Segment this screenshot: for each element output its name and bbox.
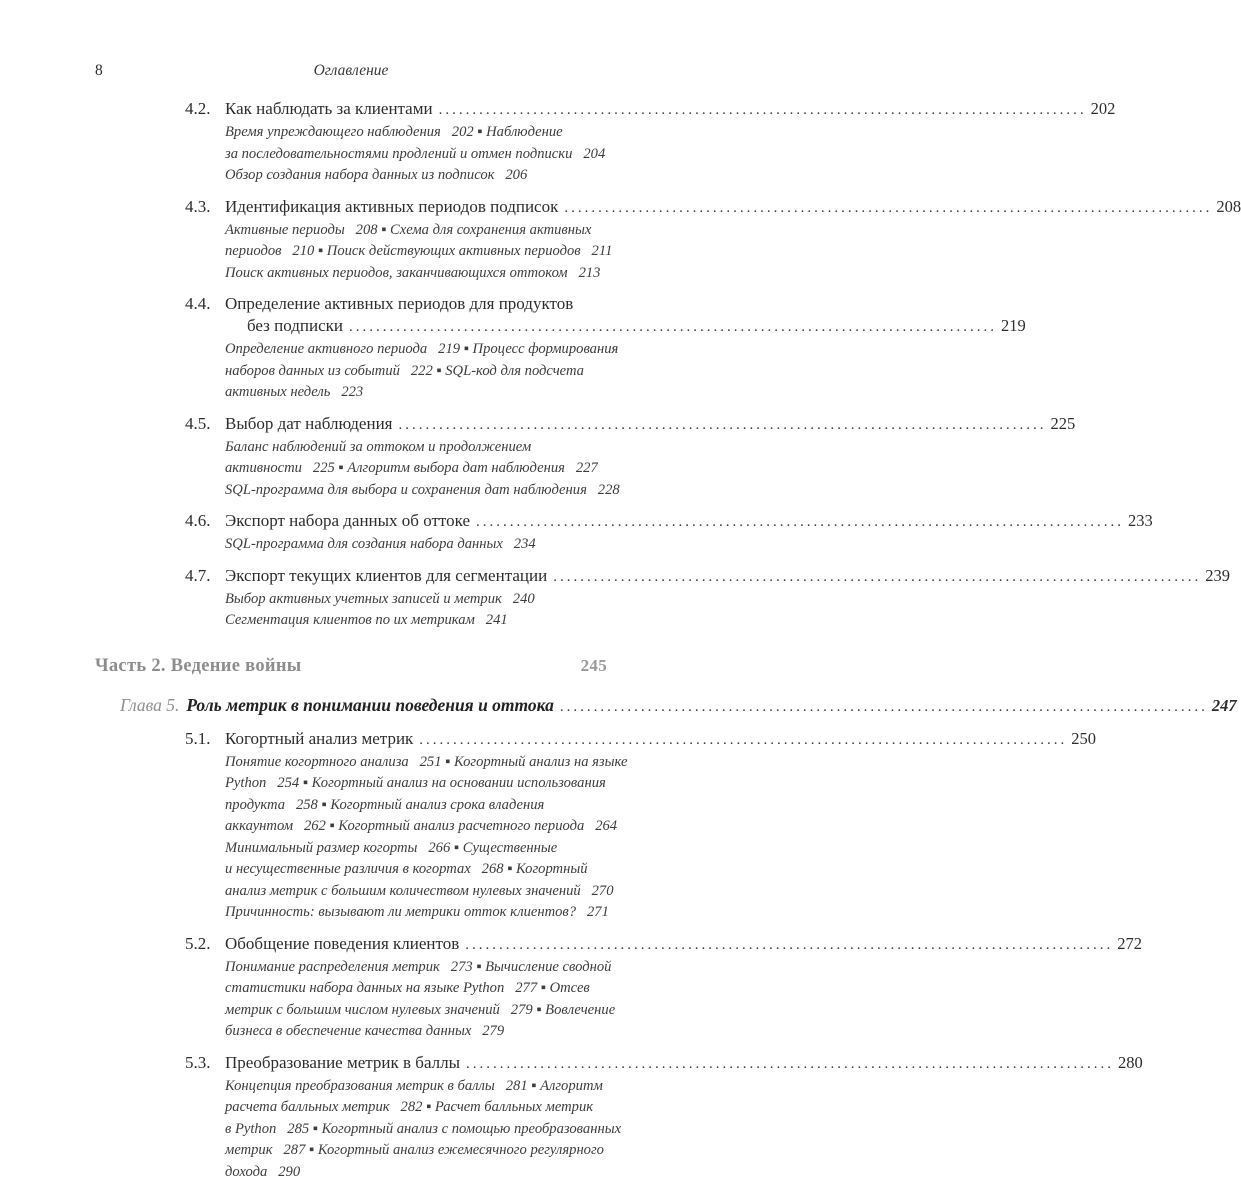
section-title-lines [225,413,607,436]
section-title-text: Идентификация активных периодов подписок [225,196,558,218]
section-title-line [225,196,607,219]
subentry-line: SQL-программа для выбора и сохранения дат наблюдения 228 [225,480,607,502]
section-title-lines [225,196,607,219]
section-page-number: 225 [1051,413,1076,435]
toc-section-4-3 [185,196,607,285]
section-number: 4.6. [185,510,225,533]
section-page-number: 208 [1216,196,1241,218]
section-title-row [185,98,607,121]
section-title-row [185,293,607,338]
section-number: 4.3. [185,196,225,219]
section-subentries [225,437,607,502]
subentry-line: Поиск активных периодов, заканчивающихся оттоком 213 [225,263,607,285]
toc-part-heading [95,654,607,678]
section-title-lines [225,293,607,338]
page-content [95,62,607,1183]
dotted-leader [419,728,1067,751]
toc-section-4-4 [185,293,607,404]
section-title-line [225,413,607,436]
section-title-text: Как наблюдать за клиентами [225,98,433,120]
section-title-text: Выбор дат наблюдения [225,413,393,435]
subentry-line: бизнеса в обеспечение качества данных 279 [225,1021,607,1043]
section-number: 5.2. [185,933,225,956]
section-subentries [225,752,607,924]
chapter-title: Роль метрик в понимании поведения и оттока [186,693,554,717]
dotted-leader [560,693,1208,719]
toc-section-5-1 [185,728,607,924]
running-head [95,62,607,84]
dotted-leader [349,315,997,338]
section-number: 4.2. [185,98,225,121]
section-title-lines [225,728,607,751]
section-title-line [225,728,607,751]
toc-section-4-5 [185,413,607,502]
section-subentries [225,1076,607,1183]
section-title-lines [225,565,607,588]
subentry-line: аккаунтом 262 ▪ Когортный анализ расчетного периода 264 [225,816,607,838]
subentry-line: активных недель 223 [225,382,607,404]
section-page-number: 202 [1091,98,1116,120]
subentry-line: Выбор активных учетных записей и метрик 240 [225,589,607,611]
dotted-leader [439,98,1087,121]
book-page [0,0,682,1001]
subentry-line: Концепция преобразования метрик в баллы 281 ▪ Алгоритм [225,1076,607,1098]
section-title-text: Экспорт набора данных об оттоке [225,510,470,532]
section-number: 4.7. [185,565,225,588]
subentry-line: Обзор создания набора данных из подписок 206 [225,165,607,187]
section-title-line [225,98,607,121]
dotted-leader [553,565,1201,588]
subentry-line: метрик 287 ▪ Когортный анализ ежемесячного регулярного [225,1140,607,1162]
subentry-line: метрик с большим числом нулевых значений 279 ▪ Вовлечение [225,1000,607,1022]
section-page-number: 233 [1128,510,1153,532]
section-subentries [225,339,607,404]
subentry-line: Сегментация клиентов по их метрикам 241 [225,610,607,632]
subentry-line: Python 254 ▪ Когортный анализ на основании использования [225,773,607,795]
subentry-line: Причинность: вызывают ли метрики отток клиентов? 271 [225,902,607,924]
page-number: 8 [95,62,103,80]
section-title-row [185,1052,607,1075]
toc-section-5-2 [185,933,607,1043]
section-subentries [225,957,607,1043]
section-title-text: без подписки [247,315,343,337]
toc-list [95,98,607,1183]
section-title-line [225,1052,607,1075]
section-title-row [185,196,607,219]
section-subentries [225,220,607,285]
section-title-row [185,413,607,436]
section-title-text: Экспорт текущих клиентов для сегментации [225,565,547,587]
section-page-number: 280 [1118,1052,1143,1074]
toc-section-4-2 [185,98,607,187]
dotted-leader [476,510,1124,533]
section-title-lines [225,933,607,956]
subentry-line: Время упреждающего наблюдения 202 ▪ Наблюдение [225,122,607,144]
part-title: Часть 2. Ведение войны [95,654,302,678]
dotted-leader [399,413,1047,436]
toc-section-4-7 [185,565,607,632]
subentry-line: Баланс наблюдений за оттоком и продолжением [225,437,607,459]
subentry-line: Минимальный размер когорты 266 ▪ Существенные [225,838,607,860]
subentry-line: расчета балльных метрик 282 ▪ Расчет балльных метрик [225,1097,607,1119]
section-subentries [225,589,607,632]
dotted-leader [465,933,1113,956]
subentry-line: Активные периоды 208 ▪ Схема для сохранения активных [225,220,607,242]
toc-section-4-6 [185,510,607,556]
section-title-row [185,510,607,533]
subentry-line: SQL-программа для создания набора данных 234 [225,534,607,556]
chapter-label: Глава 5. [120,693,179,717]
section-number: 4.5. [185,413,225,436]
section-title-text: Определение активных периодов для продуктов [225,293,573,315]
section-title-line [225,933,607,956]
section-title-row [185,728,607,751]
subentry-line: Понятие когортного анализа 251 ▪ Когортный анализ на языке [225,752,607,774]
running-title: Оглавление [95,62,607,80]
section-title-text: Преобразование метрик в баллы [225,1052,460,1074]
section-title-line [225,315,607,338]
section-title-line [225,510,607,533]
section-title-row [185,933,607,956]
dotted-leader [564,196,1212,219]
section-subentries [225,122,607,187]
toc-chapter-heading [120,693,607,719]
section-number: 5.3. [185,1052,225,1075]
subentry-line: в Python 285 ▪ Когортный анализ с помощью преобразованных [225,1119,607,1141]
section-page-number: 239 [1205,565,1230,587]
section-page-number: 219 [1001,315,1026,337]
subentry-line: анализ метрик с большим количеством нулевых значений 270 [225,881,607,903]
subentry-line: периодов 210 ▪ Поиск действующих активных периодов 211 [225,241,607,263]
section-title-text: Обобщение поведения клиентов [225,933,459,955]
section-number: 5.1. [185,728,225,751]
section-title-line [225,293,607,315]
section-number: 4.4. [185,293,225,338]
subentry-line: статистики набора данных на языке Python 277 ▪ Отсев [225,978,607,1000]
section-title-text: Когортный анализ метрик [225,728,413,750]
section-title-line [225,565,607,588]
dotted-leader [466,1052,1114,1075]
section-title-row [185,565,607,588]
part-page-number: 245 [581,654,607,678]
section-title-lines [225,98,607,121]
chapter-page-number: 247 [1212,694,1237,718]
subentry-line: дохода 290 [225,1162,607,1183]
section-page-number: 250 [1071,728,1096,750]
section-title-lines [225,1052,607,1075]
section-subentries [225,534,607,556]
subentry-line: активности 225 ▪ Алгоритм выбора дат наблюдения 227 [225,458,607,480]
subentry-line: Определение активного периода 219 ▪ Процесс формирования [225,339,607,361]
subentry-line: продукта 258 ▪ Когортный анализ срока владения [225,795,607,817]
subentry-line: Понимание распределения метрик 273 ▪ Вычисление сводной [225,957,607,979]
subentry-line: за последовательностями продлений и отмен подписки 204 [225,144,607,166]
section-title-lines [225,510,607,533]
section-page-number: 272 [1117,933,1142,955]
subentry-line: и несущественные различия в когортах 268 ▪ Когортный [225,859,607,881]
toc-section-5-3 [185,1052,607,1183]
subentry-line: наборов данных из событий 222 ▪ SQL-код для подсчета [225,361,607,383]
